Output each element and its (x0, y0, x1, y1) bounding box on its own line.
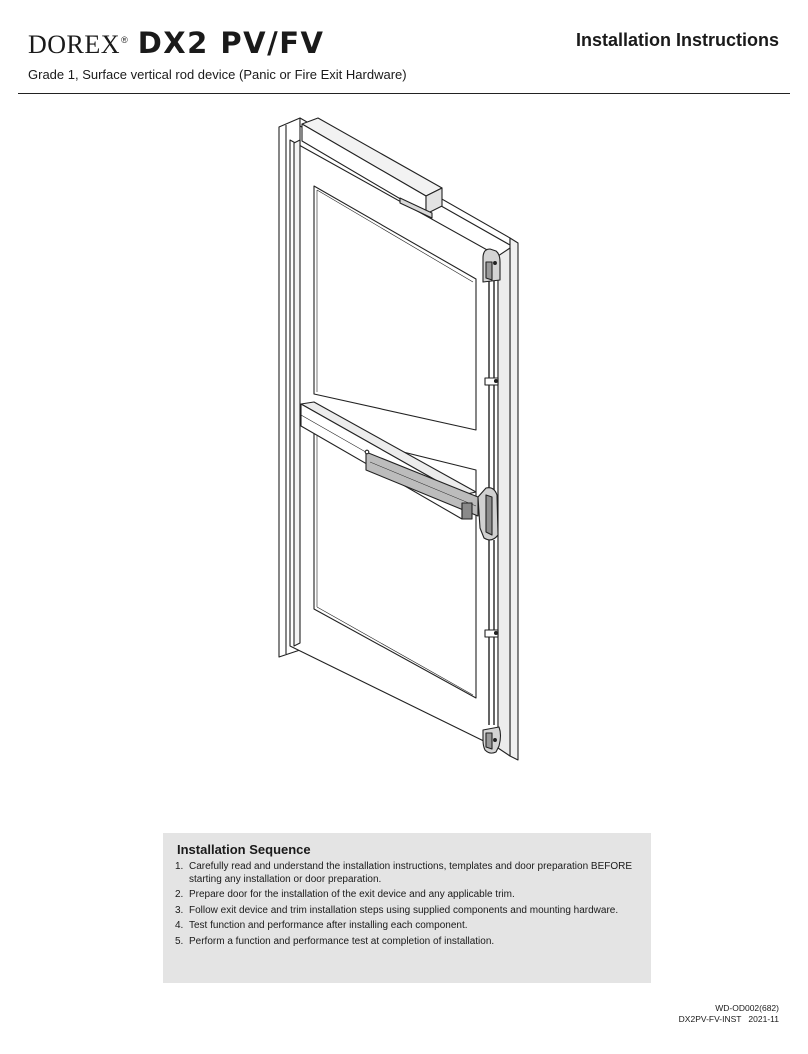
step-text: Perform a function and performance test at completion of installation. (189, 935, 495, 947)
step-item (175, 905, 645, 918)
step-text: Prepare door for the installation of the exit device and any applicable trim. (189, 889, 515, 900)
rod-guide-lower (485, 630, 498, 637)
top-latch (483, 249, 500, 282)
installation-steps (175, 861, 645, 951)
document-title: Installation Instructions (575, 30, 779, 50)
document-subtitle: Grade 1, Surface vertical rod device (Panic or Fire Exit Hardware) (28, 67, 407, 82)
step-item (175, 920, 645, 933)
step-number: 2. (175, 889, 184, 900)
step-number: 5. (175, 935, 184, 947)
step-text: Carefully read and understand the installation instructions, templates and door preparation BEFORE starting any installation or door preparation. (189, 861, 633, 885)
document-code: DX2PV-FV-INST 2021-11 (678, 1014, 779, 1024)
rod-guide-upper (485, 378, 498, 385)
form-code: WD-OD002(682) (715, 1003, 779, 1013)
model-name: DX2 PV/FV (137, 26, 325, 60)
step-number: 4. (175, 920, 184, 931)
registered-mark: ® (121, 35, 128, 45)
step-text: Follow exit device and trim installation steps using supplied components and mounting hardware. (189, 904, 619, 916)
step-number: 1. (175, 861, 184, 872)
installation-sequence-box (163, 833, 651, 983)
step-text: Test function and performance after installing each component. (189, 920, 468, 931)
bottom-latch (483, 727, 501, 753)
installation-sequence-title: Installation Sequence (177, 842, 311, 857)
step-item (175, 889, 645, 902)
document-codes (679, 1003, 779, 1025)
step-number: 3. (175, 904, 184, 916)
step-item (175, 936, 645, 949)
brand-name: DOREX (28, 30, 121, 59)
step-item (175, 861, 645, 886)
